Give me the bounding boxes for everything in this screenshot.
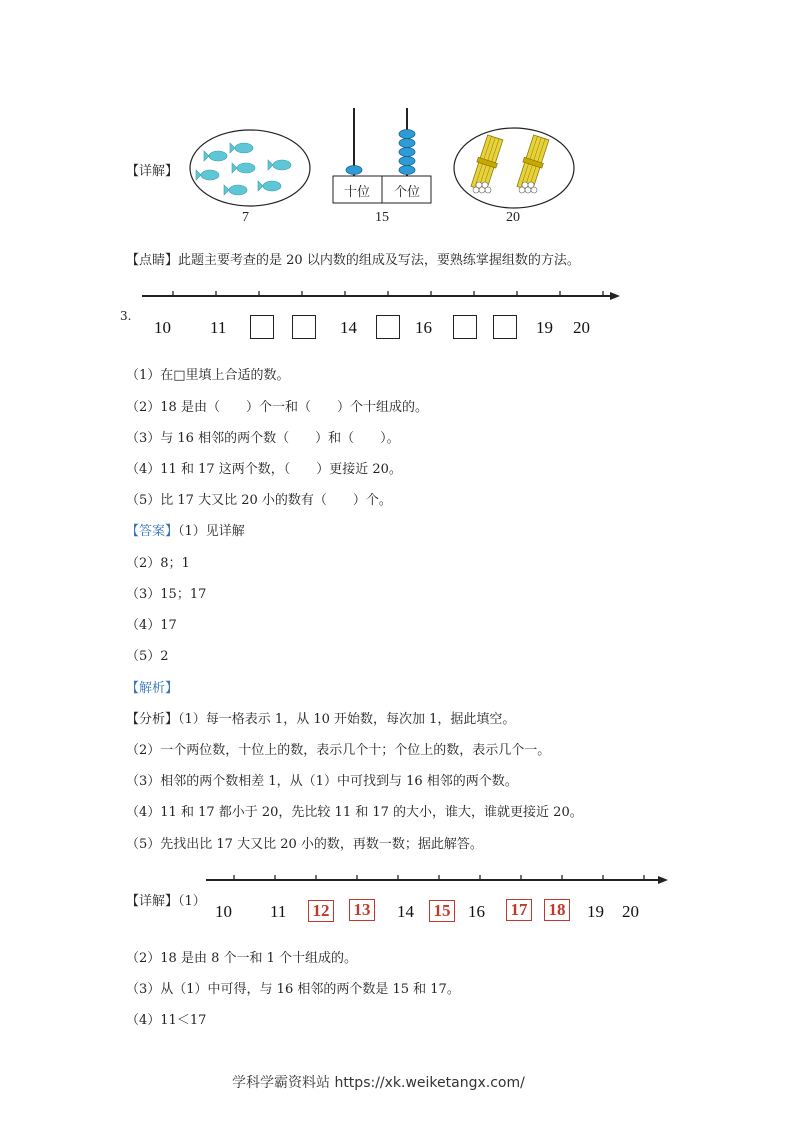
detail-line: （2）18 是由 8 个一和 1 个十组成的。 [126,951,358,966]
ones-label: 个位 [394,185,421,200]
numberline-axis [140,287,622,307]
blank-box[interactable] [292,315,316,339]
analysis-line: （4）11 和 17 都小于 20，先比较 11 和 17 的大小，谁大，谁就更接近 20。 [126,805,583,820]
answer-first [126,520,245,539]
answer-line: （2）8；1 [126,556,190,571]
nl-answer-label: 10 [215,902,232,921]
dianjing-label: 【点睛】 [126,253,179,268]
analysis-label: 【解析】 [126,681,179,696]
answer-label: 【答案】 [126,524,179,539]
blank-box[interactable] [453,315,477,339]
dianjing [126,249,580,268]
nl-label: 10 [154,318,171,337]
nl-answer-boxed: 13 [349,899,375,921]
nl-answer-boxed: 15 [429,900,455,922]
detail-line: （4）11＜17 [126,1013,207,1028]
nl-label: 20 [573,318,590,337]
question-line: （5）比 17 大又比 20 小的数有（ ）个。 [126,493,392,508]
question-number: 3. [120,309,132,323]
answer-line: （4）17 [126,618,177,633]
analysis-line: （1）每一格表示 1，从 10 开始数，每次加 1，据此填空。 [178,712,516,727]
question-line: （2）18 是由（ ）个一和（ ）个十组成的。 [126,400,428,415]
analysis-line: （5）先找出比 17 大又比 20 小的数，再数一数；据此解答。 [126,837,483,852]
nl-label: 19 [536,318,553,337]
fish-illustration [188,128,312,208]
nl-answer-boxed: 12 [308,900,334,922]
detail-line: （3）从（1）中可得，与 16 相邻的两个数是 15 和 17。 [126,982,460,997]
analysis-first [126,708,515,727]
numberline-axis-answer [204,871,670,889]
straw-illustration [452,126,576,210]
nl-answer-label: 16 [468,902,485,921]
nl-answer-label: 11 [270,902,287,921]
footer-watermark[interactable]: 学科学霸资料站 https://xk.weiketangx.com/ [232,1075,525,1091]
fish-caption: 7 [242,210,249,225]
nl-label: 16 [415,318,432,337]
nl-answer-boxed: 17 [506,899,532,921]
nl-label: 11 [210,318,227,337]
analysis-line: （3）相邻的两个数相差 1，从（1）中可找到与 16 相邻的两个数。 [126,774,518,789]
nl-answer-label: 19 [587,902,604,921]
fenxi-label: 【分析】 [126,712,179,727]
straw-bundle-icon [469,134,551,193]
fish-icon [196,143,291,195]
detail2-label: 【详解】（1） [126,894,206,909]
blank-box[interactable] [493,315,517,339]
nl-answer-boxed: 18 [544,899,570,921]
answer-line: （3）15；17 [126,587,207,602]
straw-caption: 20 [506,210,520,225]
dianjing-text: 此题主要考查的是 20 以内数的组成及写法，要熟练掌握组数的方法。 [178,253,580,268]
answer-line: （5）2 [126,649,169,664]
question-line: （1）在□里填上合适的数。 [126,368,290,383]
abacus-caption: 15 [375,210,389,225]
analysis-line: （2）一个两位数，十位上的数，表示几个十；个位上的数，表示几个一。 [126,743,551,758]
tens-label: 十位 [344,185,371,200]
question-line: （4）11 和 17 这两个数，（ ）更接近 20。 [126,462,402,477]
nl-answer-label: 20 [622,902,639,921]
nl-label: 14 [340,318,357,337]
nl-answer-label: 14 [397,902,414,921]
question-line: （3）与 16 相邻的两个数（ ）和（ ）。 [126,431,400,446]
bead-icon [346,130,415,175]
blank-box[interactable] [376,315,400,339]
detail-label: 【详解】 [126,164,179,179]
answer-line: （1）见详解 [178,524,245,539]
blank-box[interactable] [250,315,274,339]
